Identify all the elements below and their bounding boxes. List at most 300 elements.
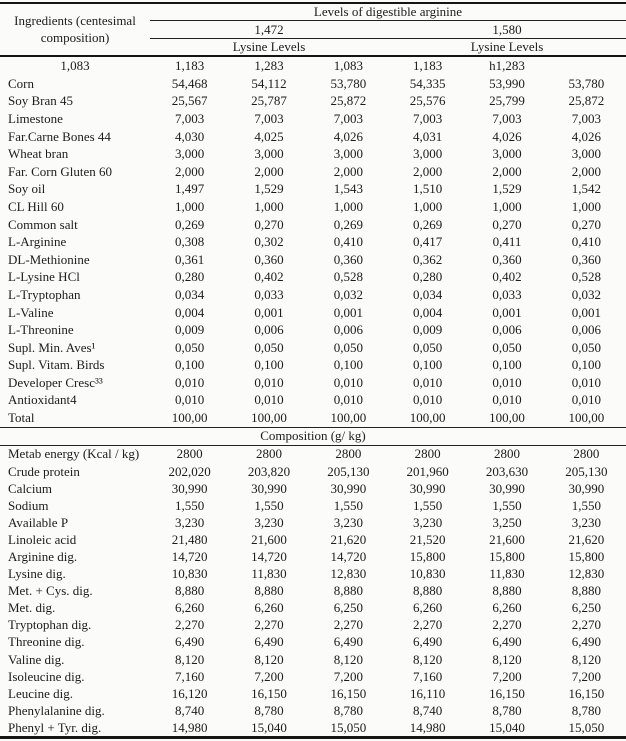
cell-value: 2800 [493,446,520,462]
cell-value: 0,001 [571,304,601,320]
cell-value: 0,402 [254,269,284,285]
table-row [0,531,626,548]
composition-section-header: Composition (g/ kg) [0,427,626,445]
table-row [0,110,626,128]
column-header: 1,083 [333,58,363,73]
cell-value: 25,576 [409,93,446,109]
cell-value: 16,110 [410,685,446,701]
row-label: Met. dig. [8,600,56,616]
cell-value: 8,780 [333,702,363,718]
cell-value: 3,000 [254,146,284,162]
cell-value: 14,720 [251,548,287,564]
cell-value: 0,280 [413,269,443,285]
header-row-arginine [0,3,626,21]
cell-value: 1,550 [175,497,205,513]
table-row [0,514,626,531]
cell-value: 0,269 [413,216,443,232]
cell-value: 0,034 [413,286,443,302]
cell-value: 14,720 [171,548,208,564]
row-label: Supl. Vitam. Birds [8,357,105,373]
cell-value: 1,000 [333,198,363,214]
cell-value: 53,990 [489,75,525,91]
cell-value: 53,780 [568,75,605,91]
cell-value: 6,490 [175,634,205,650]
diet-composition-table [0,2,626,739]
cell-value: 1,000 [254,198,284,214]
cell-value: 30,990 [171,480,208,496]
table-row [0,251,626,269]
cell-value: 8,880 [413,583,443,599]
cell-value: 8,880 [571,583,601,599]
cell-value: 1,000 [492,198,522,214]
cell-value: 54,468 [171,75,208,91]
table-row [0,463,626,480]
column-header: 1,283 [254,58,284,73]
cell-value: 1,542 [571,181,601,197]
cell-value: 8,880 [333,583,363,599]
cell-value: 1,550 [413,497,443,513]
cell-value: 7,003 [571,110,601,126]
cell-value: 1,550 [254,497,284,513]
arginine-level-1580: 1,580 [388,21,626,39]
cell-value: 14,720 [330,548,367,564]
cell-value: 0,360 [254,251,284,267]
cell-value: 3,230 [413,514,443,530]
cell-value: 0,411 [492,234,522,250]
cell-value: 0,100 [333,357,363,373]
row-label: Available P [8,514,69,530]
cell-value: 7,003 [175,110,205,126]
cell-value: 0,004 [413,304,443,320]
table-row [0,566,626,583]
cell-value: 203,820 [247,463,291,479]
cell-value: 15,800 [409,548,446,564]
cell-value: 0,360 [571,251,601,267]
cell-value: 7,003 [492,110,522,126]
composition-section-row [0,427,626,445]
cell-value: 205,130 [565,463,608,479]
column-header: 1,183 [175,58,205,73]
table-row [0,321,626,339]
cell-value: 16,150 [330,685,367,701]
table-header [0,3,626,75]
cell-value: 0,010 [254,374,284,390]
row-label: Threonine dig. [8,634,85,650]
cell-value: 3,000 [571,146,601,162]
cell-value: 0,270 [254,216,284,232]
composition-body [0,445,626,738]
arginine-levels-header: Levels of digestible arginine [150,3,626,21]
cell-value: 10,830 [409,566,446,582]
cell-value: 30,990 [568,480,605,496]
cell-value: 2,270 [413,617,443,633]
cell-value: 0,360 [333,251,363,267]
cell-value: 8,880 [175,583,205,599]
cell-value: 0,361 [175,251,205,267]
cell-value: 0,050 [333,339,363,355]
row-label: Far. Corn Gluten 60 [8,163,112,179]
cell-value: 1,550 [333,497,363,513]
row-label: Metab energy (Kcal / kg) [8,446,140,462]
cell-value: 1,510 [413,181,443,197]
cell-value: 3,000 [333,146,363,162]
row-label: Far.Carne Bones 44 [8,128,111,144]
cell-value: 30,990 [489,480,525,496]
arginine-level-1472: 1,472 [150,21,388,39]
row-label: Linoleic acid [8,531,77,547]
table-row [0,145,626,163]
row-label: Leucine dig. [8,685,73,701]
table-row [0,719,626,738]
table-row [0,216,626,234]
cell-value: 0,010 [571,392,601,408]
cell-value: 1,529 [492,181,522,197]
cell-value: 6,490 [254,634,284,650]
row-label: L-Tryptophan [8,286,81,302]
cell-value: 1,497 [175,181,205,197]
cell-value: 0,010 [413,392,443,408]
cell-value: 21,600 [489,531,525,547]
cell-value: 15,040 [251,719,287,735]
cell-value: 0,009 [413,322,443,338]
cell-value: 7,003 [254,110,284,126]
cell-value: 30,990 [330,480,367,496]
cell-value: 0,100 [492,357,522,373]
cell-value: 15,040 [489,719,525,735]
cell-value: 0,270 [492,216,522,232]
cell-value: 8,880 [492,583,522,599]
table-row [0,651,626,668]
cell-value: 3,000 [175,146,205,162]
row-label: Isoleucine dig. [8,668,85,684]
cell-value: 25,567 [171,93,208,109]
cell-value: 7,160 [413,668,443,684]
cell-value: 2800 [176,446,203,462]
lysine-levels-header-right: Lysine Levels [388,39,626,57]
cell-value: 8,780 [254,702,284,718]
cell-value: 0,010 [254,392,284,408]
cell-value: 100,00 [251,410,287,426]
cell-value: 2,270 [333,617,363,633]
cell-value: 15,050 [330,719,367,735]
cell-value: 100,00 [489,410,525,426]
cell-value: 0,362 [413,251,443,267]
cell-value: 25,872 [568,93,605,109]
cell-value: 54,335 [409,75,446,91]
cell-value: 8,120 [175,651,205,667]
cell-value: 202,020 [168,463,211,479]
cell-value: 0,010 [175,374,205,390]
row-label: Soy oil [8,181,46,197]
table-row [0,269,626,287]
cell-value: 25,872 [330,93,367,109]
row-label: Sodium [8,497,49,513]
table-row [0,668,626,685]
cell-value: 201,960 [406,463,449,479]
cell-value: 203,630 [485,463,529,479]
cell-value: 4,026 [571,128,601,144]
cell-value: 205,130 [327,463,370,479]
cell-value: 0,528 [333,269,363,285]
column-header: h1,283 [489,58,525,73]
cell-value: 6,260 [254,600,284,616]
cell-value: 1,543 [333,181,363,197]
table-row [0,480,626,497]
cell-value: 4,031 [413,128,443,144]
row-label: Tryptophan dig. [8,617,92,633]
cell-value: 30,990 [409,480,446,496]
cell-value: 0,033 [492,286,522,302]
cell-value: 6,260 [492,600,522,616]
cell-value: 8,780 [571,702,601,718]
table-row [0,93,626,111]
cell-value: 1,529 [254,181,284,197]
cell-value: 100,00 [330,410,367,426]
table-row [0,634,626,651]
cell-value: 0,417 [413,234,443,250]
cell-value: 16,120 [171,685,208,701]
table-row [0,497,626,514]
cell-value: 4,025 [254,128,284,144]
table-row [0,583,626,600]
cell-value: 2,270 [492,617,522,633]
cell-value: 2,000 [175,163,205,179]
cell-value: 0,270 [571,216,601,232]
cell-value: 2800 [335,446,362,462]
cell-value: 2,270 [254,617,284,633]
cell-value: 21,600 [251,531,287,547]
cell-value: 16,150 [251,685,287,701]
cell-value: 0,269 [333,216,363,232]
row-label: L-Lysine HCl [8,269,80,285]
cell-value: 2,000 [413,163,443,179]
cell-value: 1,000 [571,198,601,214]
cell-value: 10,830 [171,566,208,582]
cell-value: 0,010 [492,392,522,408]
table-row [0,181,626,199]
table-row [0,374,626,392]
cell-value: 0,010 [333,392,363,408]
cell-value: 0,100 [175,357,205,373]
cell-value: 0,269 [175,216,205,232]
table-row [0,600,626,617]
cell-value: 7,003 [333,110,363,126]
cell-value: 0,410 [571,234,601,250]
table-row [0,339,626,357]
cell-value: 15,800 [489,548,525,564]
header-row-lysine-values [0,56,626,75]
cell-value: 16,150 [489,685,525,701]
cell-value: 0,010 [175,392,205,408]
cell-value: 14,980 [171,719,208,735]
cell-value: 8,780 [492,702,522,718]
cell-value: 3,230 [333,514,363,530]
cell-value: 8,740 [175,702,205,718]
cell-value: 2,270 [175,617,205,633]
cell-value: 8,120 [254,651,284,667]
cell-value: 0,010 [413,374,443,390]
column-header: 1,083 [60,58,90,73]
table-row [0,548,626,565]
cell-value: 25,787 [251,93,287,109]
cell-value: 0,010 [571,374,601,390]
table-row [0,445,626,463]
cell-value: 11,830 [489,566,525,582]
cell-value: 30,990 [251,480,287,496]
cell-value: 2,000 [571,163,601,179]
row-label: Developer Cresc³³ [8,374,103,390]
cell-value: 100,00 [568,410,605,426]
cell-value: 7,200 [254,668,284,684]
row-label: Valine dig. [8,651,65,667]
cell-value: 54,112 [251,75,287,91]
cell-value: 0,050 [254,339,284,355]
cell-value: 4,030 [175,128,205,144]
cell-value: 15,800 [568,548,605,564]
cell-value: 8,120 [571,651,601,667]
cell-value: 0,001 [492,304,522,320]
cell-value: 0,009 [175,322,205,338]
cell-value: 6,490 [492,634,522,650]
row-label: Limestone [8,110,63,126]
cell-value: 2800 [255,446,282,462]
cell-value: 3,000 [413,146,443,162]
row-label: Common salt [8,216,78,232]
cell-value: 6,250 [333,600,363,616]
cell-value: 2800 [573,446,600,462]
cell-value: 0,006 [254,322,284,338]
cell-value: 21,480 [171,531,208,547]
cell-value: 0,033 [254,286,284,302]
cell-value: 0,280 [175,269,205,285]
cell-value: 12,830 [330,566,367,582]
cell-value: 6,490 [571,634,601,650]
cell-value: 2,000 [333,163,363,179]
cell-value: 6,250 [571,600,601,616]
cell-value: 0,360 [492,251,522,267]
table-row [0,392,626,410]
cell-value: 0,100 [571,357,601,373]
cell-value: 3,230 [571,514,601,530]
table-row [0,357,626,375]
row-label: Arginine dig. [8,548,78,564]
ingredients-header-cell: Ingredients (centesimal composition) [0,3,150,56]
row-label: Calcium [8,480,53,496]
cell-value: 16,150 [568,685,605,701]
cell-value: 6,260 [175,600,205,616]
table-row [0,702,626,719]
cell-value: 0,050 [175,339,205,355]
cell-value: 53,780 [330,75,367,91]
table-row [0,233,626,251]
cell-value: 8,120 [413,651,443,667]
cell-value: 0,050 [571,339,601,355]
row-label: Phenylalanine dig. [8,702,105,718]
row-label: Total [8,410,35,426]
row-label: Supl. Min. Aves¹ [8,339,96,355]
cell-value: 8,740 [413,702,443,718]
cell-value: 25,799 [489,93,525,109]
cell-value: 0,302 [254,234,284,250]
lysine-levels-header-left: Lysine Levels [150,39,388,57]
row-label: Antioxidant4 [8,392,77,408]
cell-value: 1,550 [492,497,522,513]
column-header: 1,183 [413,58,443,73]
cell-value: 6,490 [333,634,363,650]
cell-value: 8,120 [492,651,522,667]
cell-value: 100,00 [171,410,208,426]
table-row [0,409,626,427]
table-row [0,75,626,93]
table-row [0,198,626,216]
cell-value: 21,620 [568,531,605,547]
cell-value: 0,006 [333,322,363,338]
cell-value: 0,032 [333,286,363,302]
row-label: Soy Bran 45 [8,93,73,109]
row-label: Phenyl + Tyr. dig. [8,719,102,735]
cell-value: 0,001 [254,304,284,320]
cell-value: 0,050 [492,339,522,355]
cell-value: 0,032 [571,286,601,302]
cell-value: 0,010 [492,374,522,390]
ingredients-body [0,75,626,427]
cell-value: 7,003 [413,110,443,126]
cell-value: 0,010 [333,374,363,390]
row-label: DL-Methionine [8,251,90,267]
row-label: L-Arginine [8,234,67,250]
cell-value: 7,200 [571,668,601,684]
cell-value: 0,001 [333,304,363,320]
cell-value: 3,250 [492,514,522,530]
section-divider [0,427,626,445]
cell-value: 4,026 [492,128,522,144]
table-row [0,163,626,181]
row-label: Wheat bran [8,146,69,162]
row-label: Crude protein [8,463,80,479]
cell-value: 3,230 [175,514,205,530]
cell-value: 8,120 [333,651,363,667]
cell-value: 12,830 [568,566,605,582]
cell-value: 0,100 [254,357,284,373]
row-label: CL Hill 60 [8,198,64,214]
cell-value: 0,308 [175,234,205,250]
row-label: L-Valine [8,304,54,320]
cell-value: 7,200 [492,668,522,684]
cell-value: 21,520 [409,531,446,547]
cell-value: 0,100 [413,357,443,373]
cell-value: 15,050 [568,719,605,735]
cell-value: 3,000 [492,146,522,162]
cell-value: 100,00 [409,410,446,426]
cell-value: 6,260 [413,600,443,616]
cell-value: 8,880 [254,583,284,599]
cell-value: 0,004 [175,304,205,320]
cell-value: 2,270 [571,617,601,633]
cell-value: 14,980 [409,719,446,735]
cell-value: 2,000 [254,163,284,179]
cell-value: 1,000 [413,198,443,214]
cell-value: 4,026 [333,128,363,144]
cell-value: 0,402 [492,269,522,285]
cell-value: 0,410 [333,234,363,250]
cell-value: 0,528 [571,269,601,285]
table-row [0,617,626,634]
cell-value: 11,830 [251,566,287,582]
table-row [0,685,626,702]
cell-value: 7,200 [333,668,363,684]
cell-value: 1,550 [571,497,601,513]
cell-value: 0,034 [175,286,205,302]
